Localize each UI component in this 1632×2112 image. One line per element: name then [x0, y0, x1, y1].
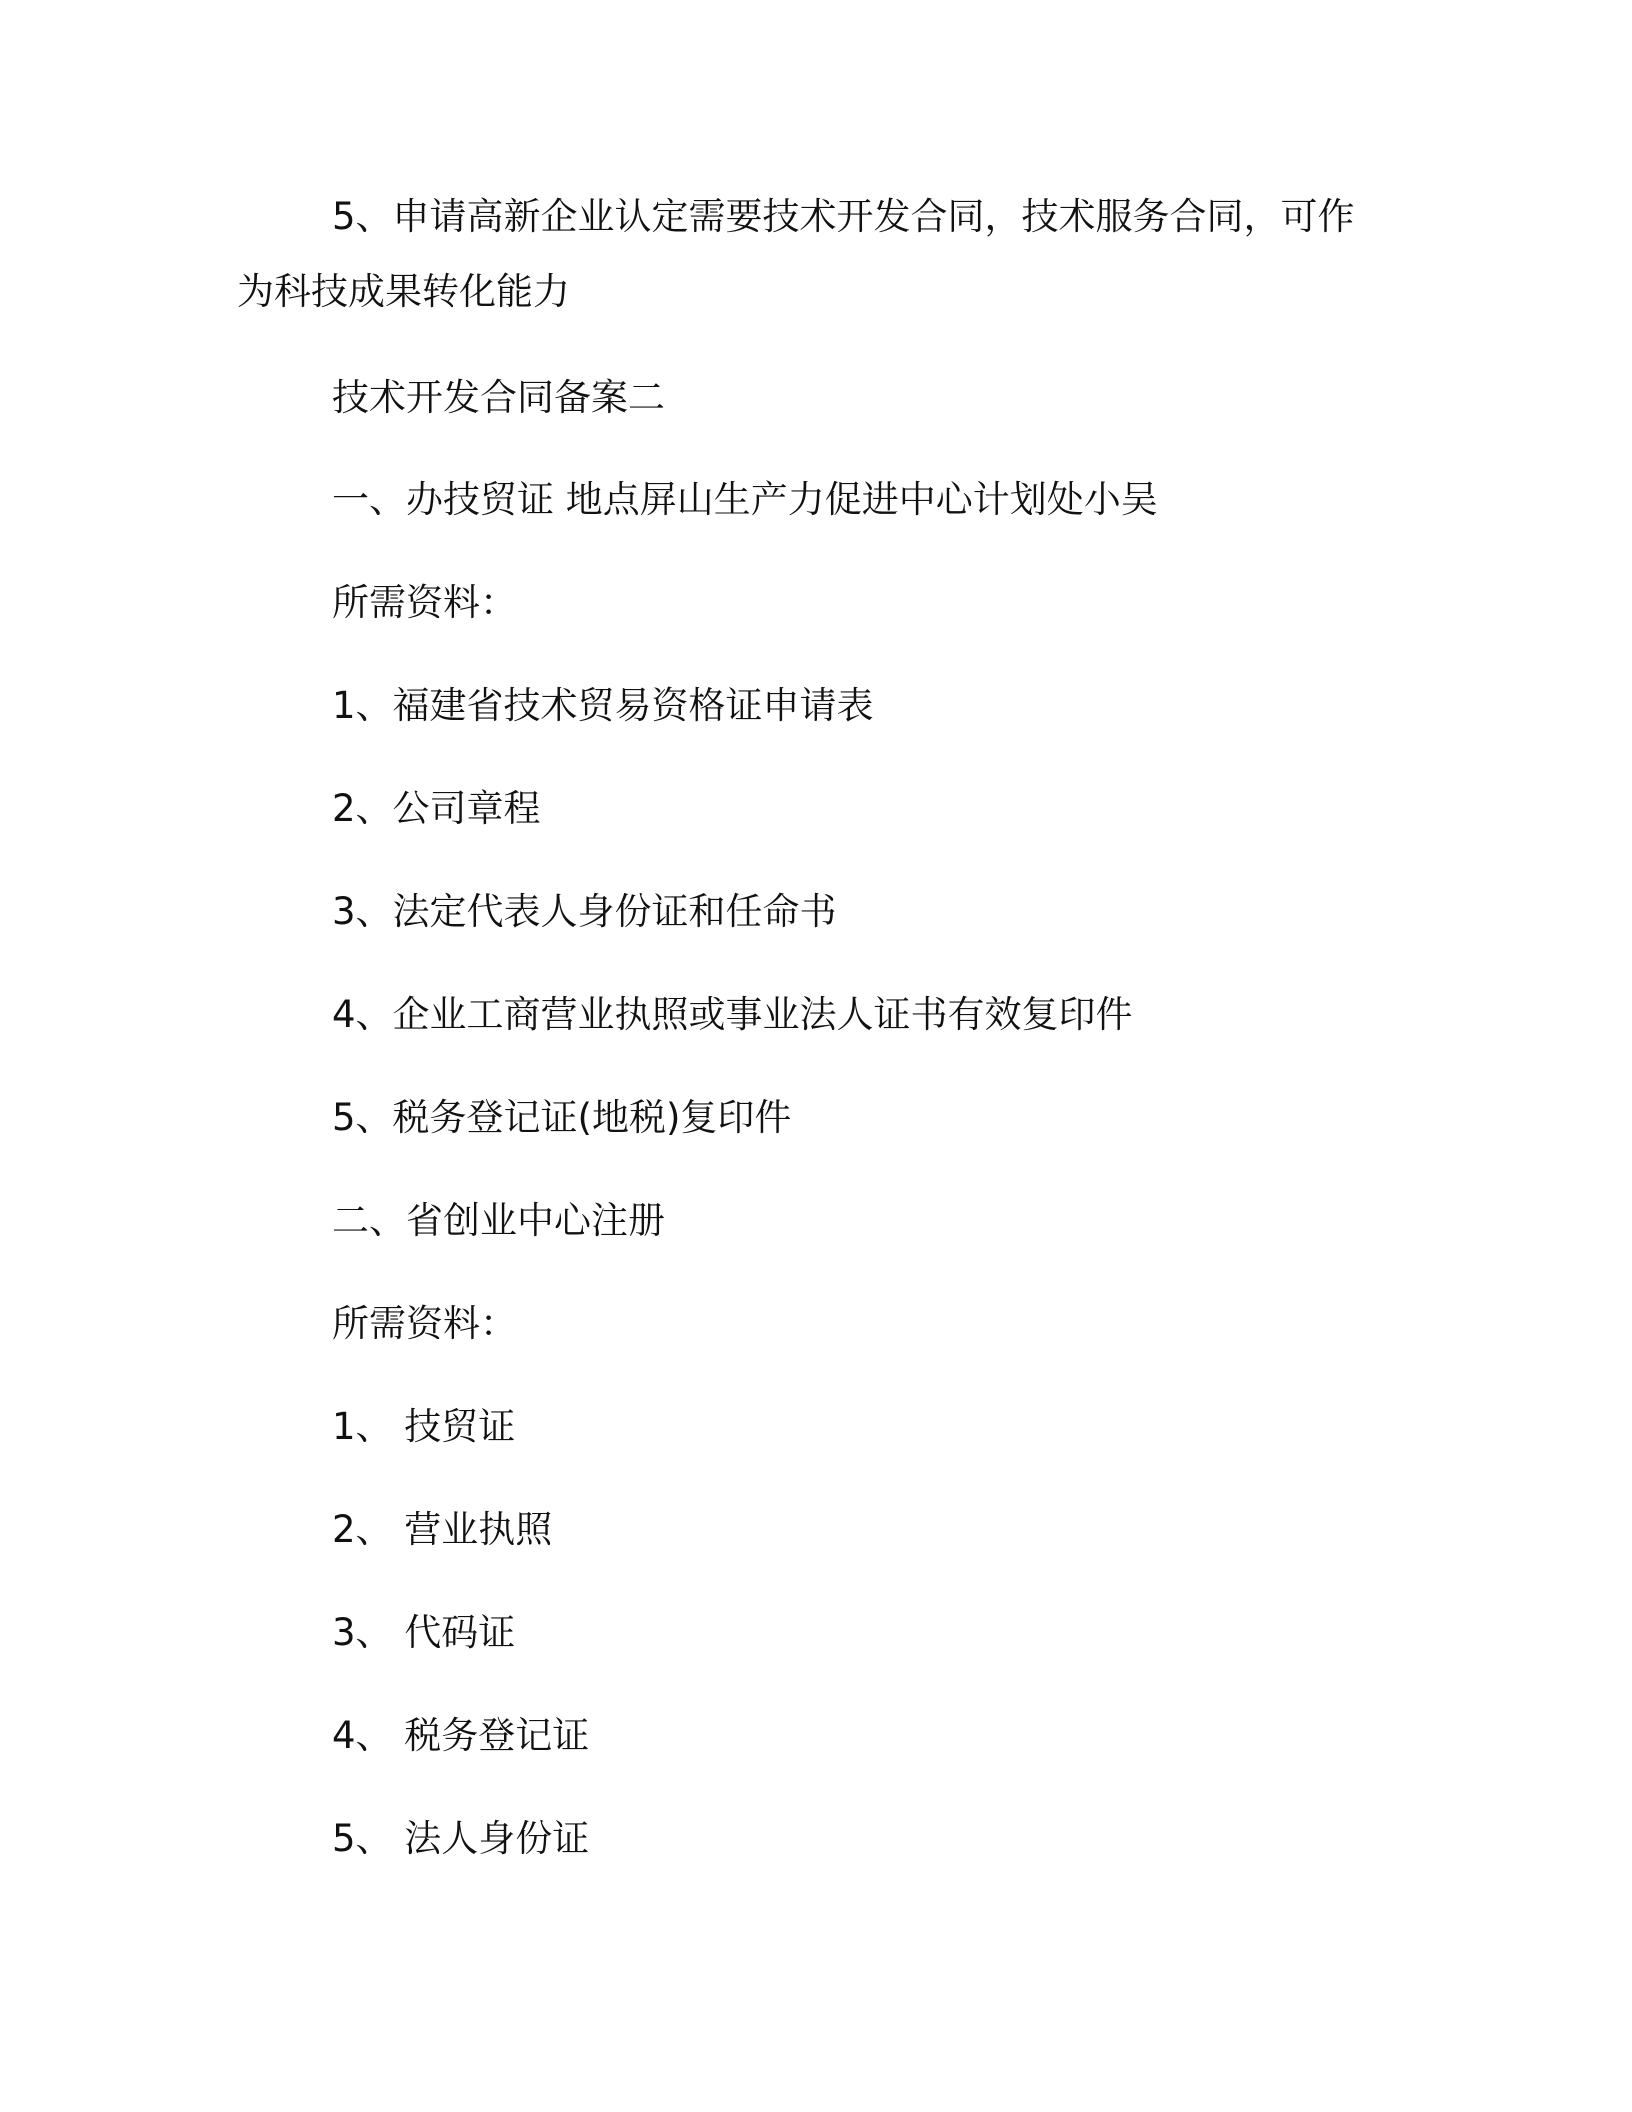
part2-item: 1、 技贸证 — [332, 1405, 516, 1448]
section-title: 技术开发合同备案二 — [332, 376, 665, 419]
intro-line-1: 5、申请高新企业认定需要技术开发合同，技术服务合同，可作 — [332, 195, 1355, 238]
part1-item: 4、企业工商营业执照或事业法人证书有效复印件 — [332, 993, 1133, 1036]
part1-item: 1、福建省技术贸易资格证申请表 — [332, 684, 874, 727]
part1-item: 3、法定代表人身份证和任命书 — [332, 890, 837, 933]
part2-materials-label: 所需资料： — [332, 1302, 517, 1345]
part2-item: 4、 税务登记证 — [332, 1714, 590, 1757]
part2-heading: 二、省创业中心注册 — [332, 1199, 665, 1242]
part1-item: 5、税务登记证(地税)复印件 — [332, 1096, 792, 1139]
intro-line-2: 为科技成果转化能力 — [237, 270, 570, 313]
part1-item: 2、公司章程 — [332, 787, 541, 830]
part2-item: 5、 法人身份证 — [332, 1817, 590, 1860]
part1-heading: 一、办技贸证 地点屏山生产力促进中心计划处小吴 — [332, 478, 1158, 521]
part2-item: 2、 营业执照 — [332, 1508, 553, 1551]
part1-materials-label: 所需资料： — [332, 581, 517, 624]
part2-item: 3、 代码证 — [332, 1611, 516, 1654]
